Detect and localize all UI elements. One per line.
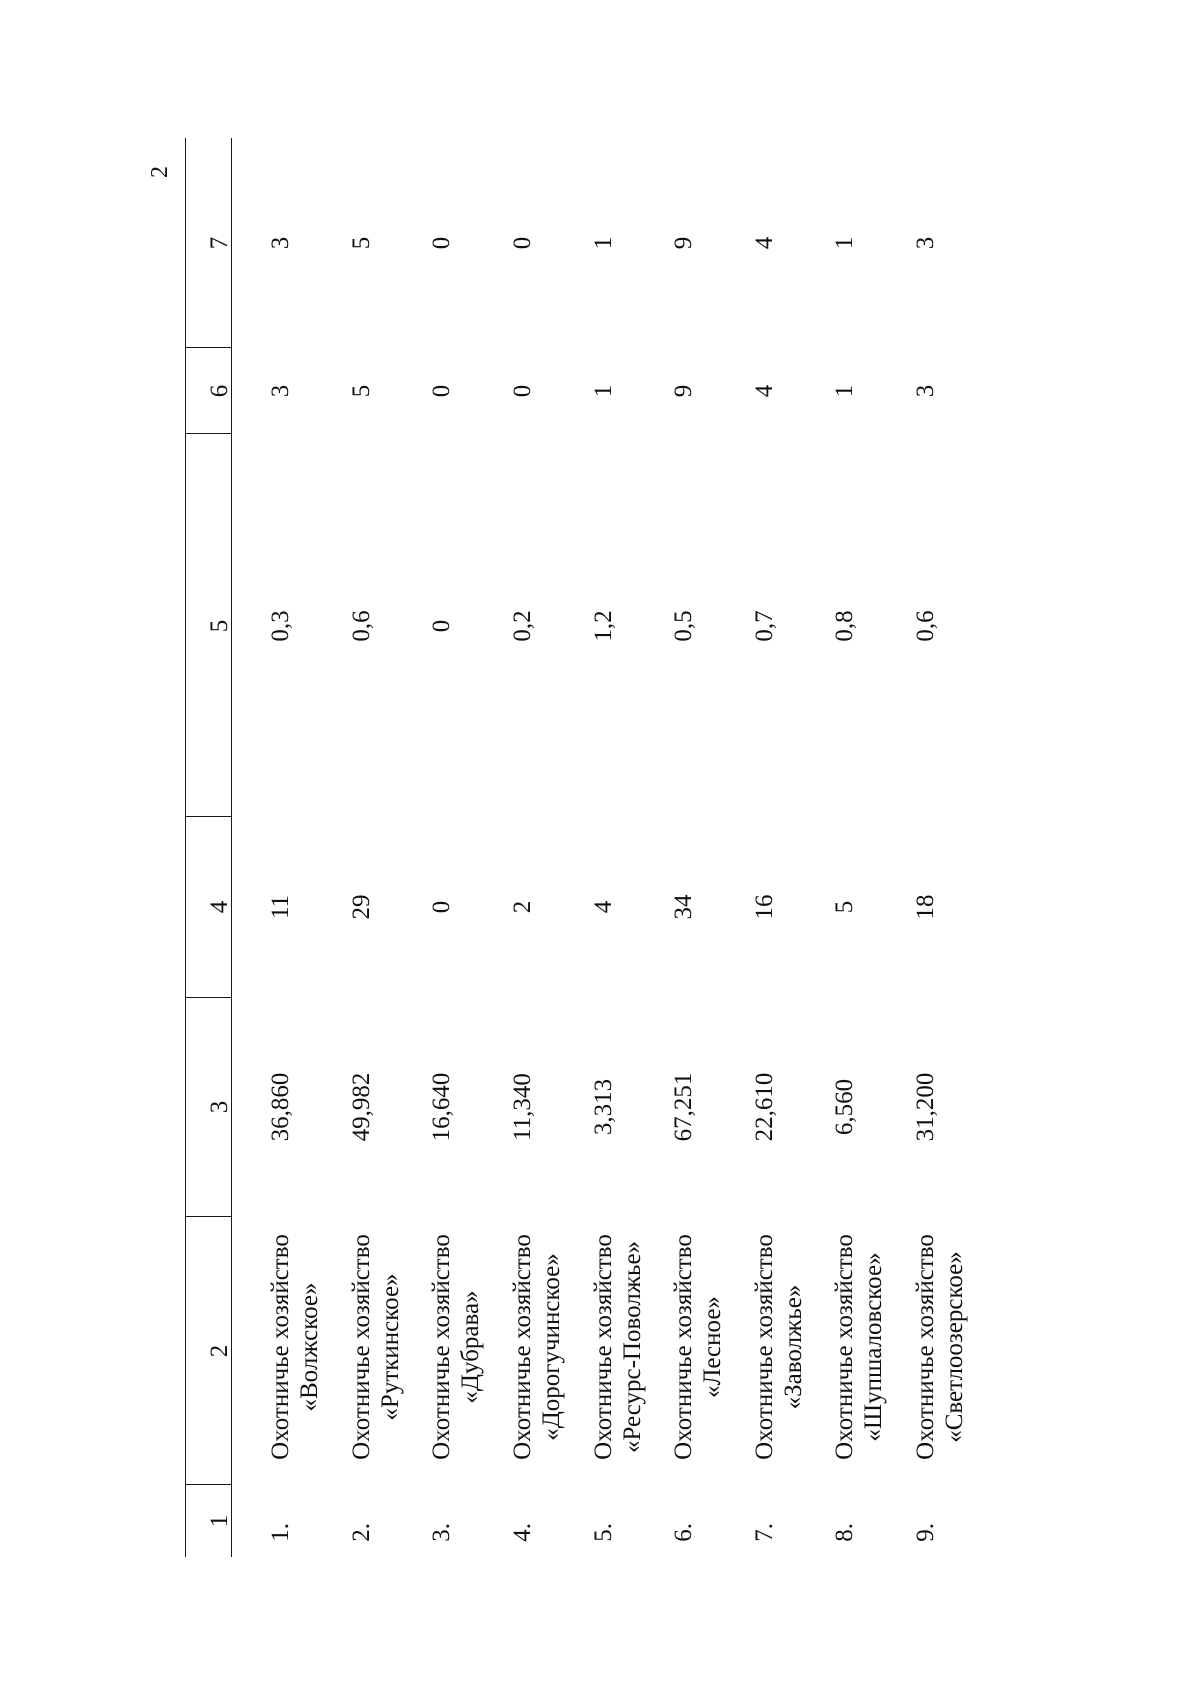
row-name-line: Охотничье хозяйство (751, 1234, 778, 1460)
row-number: 5. (590, 1523, 617, 1542)
row-number: 4. (509, 1523, 536, 1542)
cell-c3: 16,640 (428, 1072, 455, 1142)
cell-c3: 36,860 (267, 1072, 294, 1142)
row-name (589, 1222, 647, 1472)
cell-c6: 1 (590, 384, 617, 398)
cell-c4: 2 (509, 900, 536, 914)
cell-c4: 4 (590, 900, 617, 914)
cell-c3: 11,340 (509, 1073, 536, 1141)
cell-c7: 5 (348, 236, 375, 250)
row-name-line: «Светлоозерское» (941, 1251, 968, 1443)
header-divider-3-4 (185, 997, 231, 998)
row-name-line: Охотничье хозяйство (348, 1234, 375, 1460)
row-name-line: «Лесное» (699, 1296, 726, 1398)
page-number: 2 (147, 166, 173, 178)
cell-c7: 4 (751, 236, 778, 250)
row-name-line: «Дубрава» (457, 1290, 484, 1404)
cell-c4: 16 (751, 894, 778, 920)
cell-c4: 0 (428, 900, 455, 914)
row-name (669, 1222, 727, 1472)
cell-c7: 0 (509, 236, 536, 250)
row-name-line: «Дорогучинское» (538, 1253, 565, 1441)
row-number: 1. (267, 1523, 294, 1542)
cell-c6: 0 (509, 384, 536, 398)
row-name-line: Охотничье хозяйство (590, 1234, 617, 1460)
column-header: 5 (206, 619, 233, 633)
column-header: 2 (206, 1344, 233, 1358)
cell-c4: 18 (912, 894, 939, 920)
cell-c6: 0 (428, 384, 455, 398)
header-divider-1-2 (185, 1484, 231, 1485)
row-number: 8. (831, 1523, 858, 1542)
cell-c7: 1 (590, 236, 617, 250)
row-name-line: Охотничье хозяйство (912, 1234, 939, 1460)
row-name-line: «Заволжье» (780, 1284, 807, 1410)
cell-c7: 3 (912, 236, 939, 250)
cell-c5: 0,8 (831, 610, 858, 642)
row-number: 7. (751, 1523, 778, 1542)
column-header: 4 (206, 900, 233, 914)
row-name (508, 1222, 566, 1472)
row-name-line: «Шупшаловское» (860, 1252, 887, 1442)
cell-c7: 3 (267, 236, 294, 250)
row-name (830, 1222, 888, 1472)
cell-c6: 5 (348, 384, 375, 398)
header-divider-5-6 (185, 433, 231, 434)
cell-c3: 31,200 (912, 1072, 939, 1142)
header-divider-4-5 (185, 816, 231, 817)
cell-c4: 29 (348, 894, 375, 920)
row-name-line: «Волжское» (296, 1282, 323, 1412)
column-header: 1 (206, 1514, 233, 1528)
cell-c6: 3 (912, 384, 939, 398)
row-name (347, 1222, 405, 1472)
cell-c5: 0,2 (509, 610, 536, 642)
cell-c6: 9 (670, 384, 697, 398)
row-name-line: Охотничье хозяйство (509, 1234, 536, 1460)
row-name-line: Охотничье хозяйство (428, 1234, 455, 1460)
column-header: 6 (206, 384, 233, 398)
cell-c3: 3,313 (590, 1078, 617, 1136)
row-name-line: «Руткинское» (377, 1273, 404, 1421)
cell-c3: 49,982 (348, 1072, 375, 1142)
cell-c3: 6,560 (831, 1078, 858, 1136)
row-number: 2. (348, 1523, 375, 1542)
cell-c7: 1 (831, 236, 858, 250)
cell-c5: 0 (428, 619, 455, 633)
row-number: 6. (670, 1523, 697, 1542)
header-divider-2-3 (185, 1216, 231, 1217)
cell-c5: 0,3 (267, 610, 294, 642)
header-divider-6-7 (185, 347, 231, 348)
cell-c3: 67,251 (670, 1072, 697, 1142)
cell-c6: 4 (751, 384, 778, 398)
row-name (750, 1222, 808, 1472)
cell-c7: 9 (670, 236, 697, 250)
row-name-line: Охотничье хозяйство (831, 1234, 858, 1460)
cell-c4: 11 (267, 894, 294, 920)
column-header: 3 (206, 1100, 233, 1114)
row-name (427, 1222, 485, 1472)
cell-c4: 34 (670, 894, 697, 920)
row-name (911, 1222, 969, 1472)
row-number: 9. (912, 1523, 939, 1542)
cell-c3: 22,610 (751, 1072, 778, 1142)
cell-c5: 0,6 (348, 610, 375, 642)
cell-c6: 1 (831, 384, 858, 398)
cell-c5: 0,5 (670, 610, 697, 642)
cell-c5: 0,7 (751, 610, 778, 642)
row-name-line: Охотничье хозяйство (267, 1234, 294, 1460)
column-header: 7 (206, 236, 233, 250)
cell-c5: 1,2 (590, 610, 617, 642)
cell-c7: 0 (428, 236, 455, 250)
cell-c5: 0,6 (912, 610, 939, 642)
cell-c4: 5 (831, 900, 858, 914)
header-top-border (185, 138, 186, 1557)
cell-c6: 3 (267, 384, 294, 398)
row-number: 3. (428, 1523, 455, 1542)
row-name-line: «Ресурс-Поволжье» (619, 1240, 646, 1454)
row-name (266, 1222, 324, 1472)
row-name-line: Охотничье хозяйство (670, 1234, 697, 1460)
